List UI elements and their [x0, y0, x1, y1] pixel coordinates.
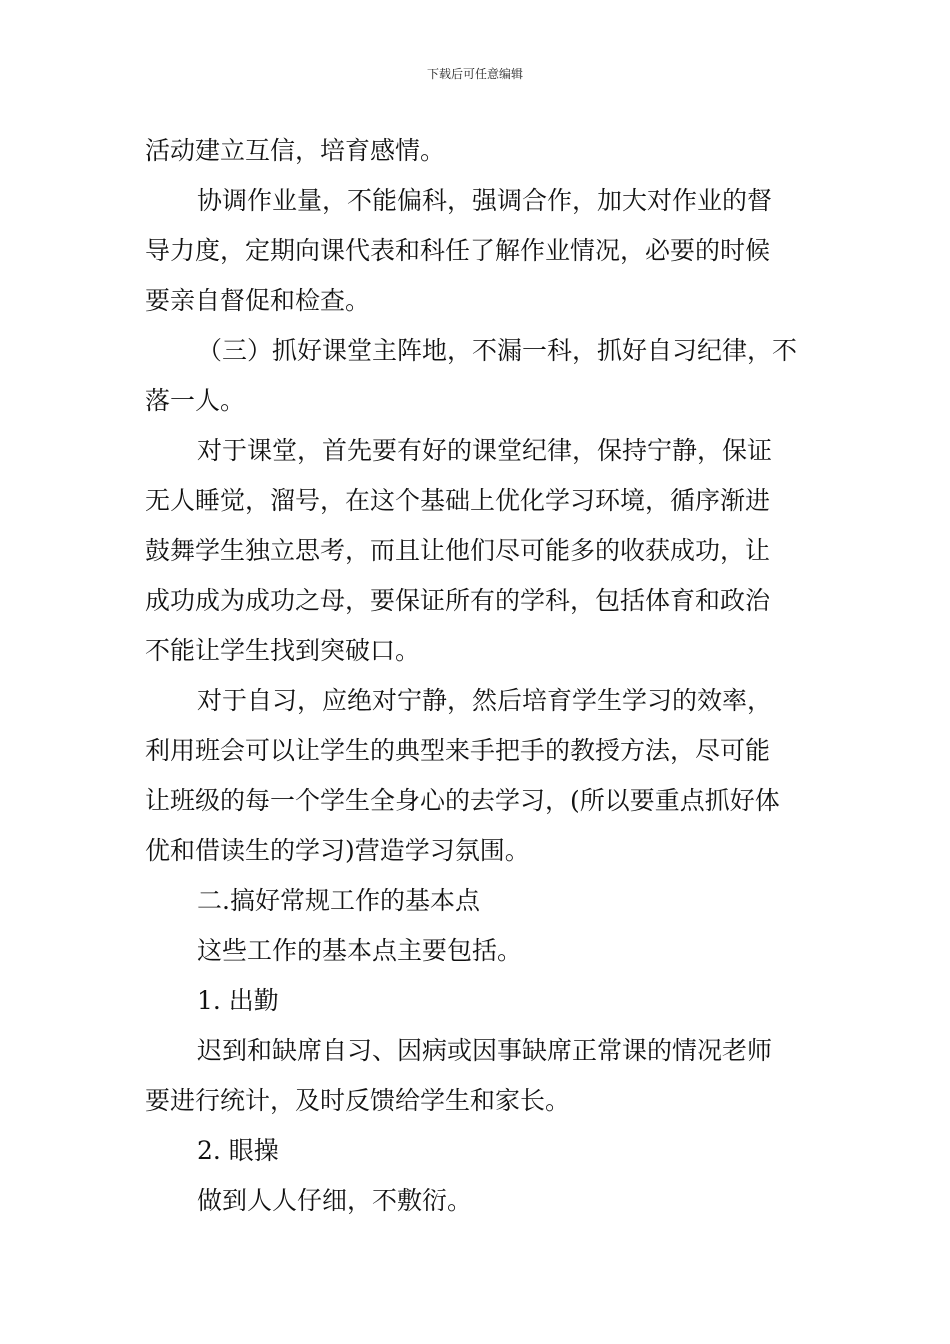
text-line: 协调作业量，不能偏科，强调合作，加大对作业的督 — [197, 186, 773, 215]
list-item-heading: 1. 出勤 — [197, 986, 279, 1015]
text-line: 不能让学生找到突破口。 — [145, 636, 421, 665]
text-line: 做到人人仔细，不敷衍。 — [197, 1186, 473, 1215]
text-line: 要进行统计，及时反馈给学生和家长。 — [145, 1086, 571, 1115]
text-line: 成功成为成功之母，要保证所有的学科，包括体育和政治 — [145, 586, 771, 615]
text-line: 无人睡觉，溜号，在这个基础上优化学习环境，循序渐进 — [145, 486, 771, 515]
text-line: 让班级的每一个学生全身心的去学习，(所以要重点抓好体 — [145, 786, 780, 815]
text-line: 要亲自督促和检查。 — [145, 286, 371, 315]
text-line: 导力度，定期向课代表和科任了解作业情况，必要的时候 — [145, 236, 771, 265]
text-line: 落一人。 — [145, 386, 246, 415]
text-line: 优和借读生的学习)营造学习氛围。 — [145, 836, 530, 865]
page-header: 下载后可任意编辑 — [426, 67, 523, 81]
text-line: 活动建立互信，培育感情。 — [145, 136, 446, 165]
text-line: 鼓舞学生独立思考，而且让他们尽可能多的收获成功，让 — [145, 536, 771, 565]
document-body — [145, 126, 815, 1226]
text-line: 对于自习，应绝对宁静，然后培育学生学习的效率， — [197, 686, 773, 715]
text-line: （三）抓好课堂主阵地，不漏一科，抓好自习纪律，不 — [197, 336, 798, 365]
text-line: 这些工作的基本点主要包括。 — [197, 936, 523, 965]
text-line: 利用班会可以让学生的典型来手把手的教授方法，尽可能 — [145, 736, 771, 765]
text-line: 对于课堂，首先要有好的课堂纪律，保持宁静，保证 — [197, 436, 773, 465]
section-heading: 二.搞好常规工作的基本点 — [197, 886, 480, 915]
list-item-heading: 2. 眼操 — [197, 1136, 279, 1165]
text-line: 迟到和缺席自习、因病或因事缺席正常课的情况老师 — [197, 1036, 773, 1065]
